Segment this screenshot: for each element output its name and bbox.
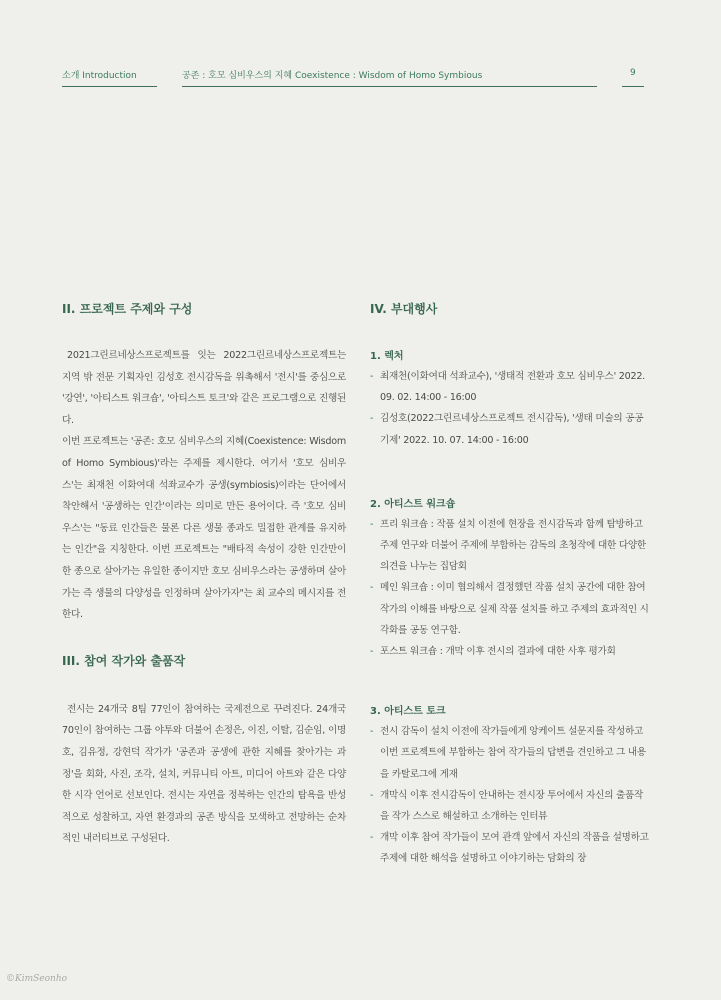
header-rule-left bbox=[62, 86, 157, 87]
talk-subheading: 3. 아티스트 토크 bbox=[370, 706, 446, 718]
watermark: ©KimSeonho bbox=[6, 974, 68, 984]
list-item: - 프리 워크숍 : 작품 설치 이전에 현장을 전시감독과 함께 탐방하고 주제 연구와 더불어 주제에 부합하는 감독의 초청작에 대한 다양한 의견을 나누는 집담회 bbox=[370, 514, 652, 578]
lecture-list bbox=[370, 366, 652, 451]
section-4-heading: IV. 부대행사 bbox=[370, 302, 438, 316]
workshop-subheading: 2. 아티스트 워크숍 bbox=[370, 498, 456, 510]
list-item: - 포스트 워크숍 : 개막 이후 전시의 결과에 대한 사후 평가회 bbox=[370, 641, 652, 662]
list-item: - 개막식 이후 전시감독이 안내하는 전시장 투어에서 자신의 출품작을 작가 스스로 해설하고 소개하는 인터뷰 bbox=[370, 785, 652, 827]
right-column bbox=[370, 300, 652, 870]
workshop-list bbox=[370, 514, 652, 662]
list-item: - 최재천(이화여대 석좌교수), '생태적 전환과 호모 심비우스' 2022. 09. 02. 14:00 - 16:00 bbox=[370, 366, 652, 408]
list-item: - 메인 워크숍 : 이미 협의해서 결정했던 작품 설치 공간에 대한 참여 작가의 이해를 바탕으로 실제 작품 설치를 하고 주제의 효과적인 시각화를 공동 연구함. bbox=[370, 577, 652, 641]
section-2-heading: II. 프로젝트 주제와 구성 bbox=[62, 302, 193, 316]
section-2-paragraph-1: 2021그린르네상스프로젝트를 잇는 2022그린르네상스프로젝트는 지역 밖 전문 기획자인 김성호 전시감독을 위촉해서 '전시'를 중심으로 '강연', '아티스트 워크숍', '아티스트 토크'와 같은 프로그램으로 진행된다. bbox=[62, 350, 346, 426]
talk-list bbox=[370, 721, 652, 869]
header-title: 공존 : 호모 심비우스의 지혜 Coexistence : Wisdom of Homo Symbious bbox=[182, 71, 483, 81]
list-item: - 김성호(2022그린르네상스프로젝트 전시감독), '생태 미술의 공공 기제' 2022. 10. 07. 14:00 - 16:00 bbox=[370, 408, 652, 450]
section-2-paragraph-2: 이번 프로젝트는 '공존: 호모 심비우스의 지혜(Coexistence: Wisdom of Homo Symbious)'라는 주제를 제시한다. 여기서 '호모 심비우스'는 최재천 이화여대 석좌교수가 공생(symbiosis)이라는 단어에서 착안해서 '공생하는 인간'이라는 의미로 만든 용어이다. 즉 '호모 심비우스'는 "동료 인간들은 물론 다른 생물 종과도 밀접한 관계를 유지하는 인간"을 지칭한다. 이번 프로젝트는 "배타적 속성이 강한 인간만이 한 종으로 살아가는 유일한 종이지만 호모 심비우스라는 공생하며 살아가는 즉 생물의 다양성을 인정하며 살아가자"는 최 교수의 메시지를 전한다. bbox=[62, 436, 346, 621]
left-column bbox=[62, 300, 346, 850]
list-item: - 전시 감독이 설치 이전에 작가들에게 앙케이트 설문지를 작성하고 이번 프로젝트에 부합하는 참여 작가들의 답변을 견인하고 그 내용을 카탈로그에 게재 bbox=[370, 721, 652, 785]
header-rule-middle bbox=[182, 86, 597, 87]
page-number: 9 bbox=[630, 68, 636, 78]
header-rule-right bbox=[622, 86, 644, 87]
header-section-label: 소개 Introduction bbox=[62, 71, 137, 81]
list-item: - 개막 이후 참여 작가들이 모여 관객 앞에서 자신의 작품을 설명하고 주제에 대한 해석을 설명하고 이야기하는 담화의 장 bbox=[370, 827, 652, 869]
section-3-paragraph: 전시는 24개국 8팀 77인이 참여하는 국제전으로 꾸려진다. 24개국 70인이 참여하는 그룹 야투와 더불어 손정은, 이진, 이탈, 김순임, 이명호, 김유정, 강현덕 작가가 '공존과 공생에 관한 지혜를 찾아가는 과정'을 회화, 사진, 조각, 설치, 커뮤니티 아트, 미디어 아트와 같은 다양한 시각 언어로 선보인다. 전시는 자연을 정복하는 인간의 탐욕을 반성적으로 성찰하고, 자연 환경과의 공존 방식을 모색하고 전망하는 순차적인 내러티브로 구성된다. bbox=[62, 703, 346, 845]
section-3-heading: III. 참여 작가와 출품작 bbox=[62, 653, 186, 668]
lecture-subheading: 1. 렉처 bbox=[370, 351, 404, 362]
